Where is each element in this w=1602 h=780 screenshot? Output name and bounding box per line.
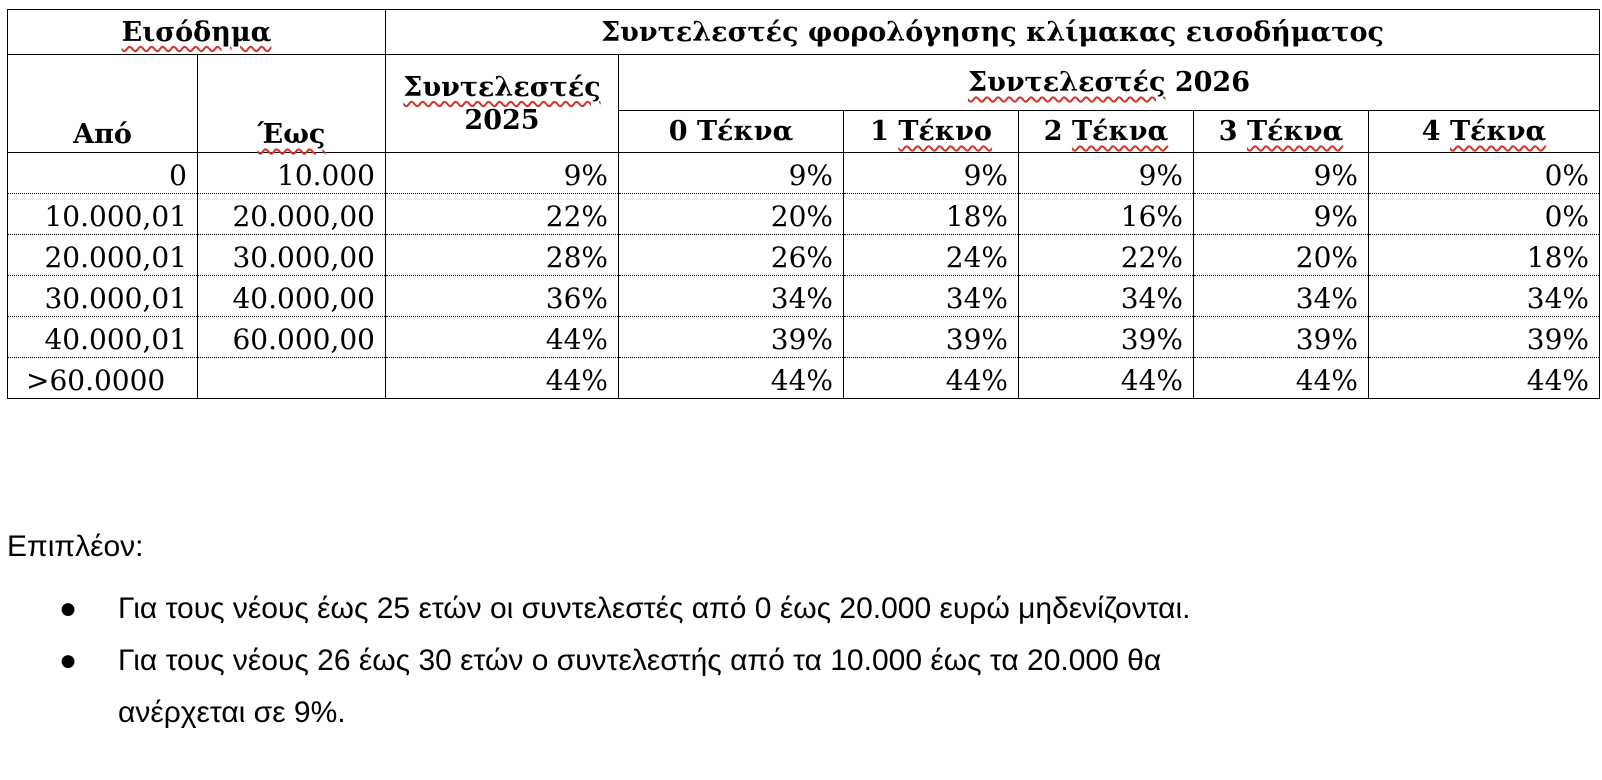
rate-2026-2-children-cell: 9% xyxy=(1019,153,1194,194)
children-4-column-header: 4 Τέκνα xyxy=(1369,111,1600,153)
rate-2026-1-child-cell: 39% xyxy=(844,317,1019,358)
notes-section xyxy=(7,515,1287,739)
rate-2025-cell: 9% xyxy=(386,153,619,194)
rate-2025-cell: 36% xyxy=(386,276,619,317)
income-group-header: Εισόδημα xyxy=(8,10,386,55)
rate-2026-3-children-cell: 44% xyxy=(1194,358,1369,399)
from-cell: 30.000,01 xyxy=(8,276,198,317)
note-text: Για τους νέους 26 έως 30 ετών ο συντελεστής από τα 10.000 έως τα 20.000 θα ανέρχεται σε 9%. xyxy=(118,644,1162,729)
from-column-header: Από xyxy=(8,55,198,153)
children-0-column-header: 0 Τέκνα xyxy=(619,111,844,153)
table-row xyxy=(8,317,1600,358)
rate-2026-3-children-cell: 9% xyxy=(1194,194,1369,235)
table-row xyxy=(8,358,1600,399)
rate-2026-2-children-cell: 22% xyxy=(1019,235,1194,276)
bullet-icon: ● xyxy=(59,644,78,677)
from-cell: 40.000,01 xyxy=(8,317,198,358)
rate-2026-0-children-cell: 34% xyxy=(619,276,844,317)
from-cell: 0 xyxy=(8,153,198,194)
rate-2026-0-children-cell: 26% xyxy=(619,235,844,276)
rate-2025-cell: 28% xyxy=(386,235,619,276)
children-2-column-header: 2 Τέκνα xyxy=(1019,111,1194,153)
rate-2026-4-children-cell: 34% xyxy=(1369,276,1600,317)
rate-2026-3-children-cell: 20% xyxy=(1194,235,1369,276)
bullet-icon: ● xyxy=(59,592,78,625)
tax-rates-group-header: Συντελεστές φορολόγησης κλίμακας εισοδήματος xyxy=(386,10,1600,55)
from-cell: 10.000,01 xyxy=(8,194,198,235)
rate-2026-4-children-cell: 0% xyxy=(1369,194,1600,235)
notes-intro: Επιπλέον: xyxy=(7,530,144,563)
table-row xyxy=(8,194,1600,235)
tax-rates-table xyxy=(7,9,1600,399)
to-cell xyxy=(198,358,386,399)
rate-2026-4-children-cell: 0% xyxy=(1369,153,1600,194)
from-cell: 20.000,01 xyxy=(8,235,198,276)
rate-2026-3-children-cell: 9% xyxy=(1194,153,1369,194)
rate-2026-2-children-cell: 16% xyxy=(1019,194,1194,235)
to-column-header: Έως xyxy=(198,55,386,153)
to-cell: 40.000,00 xyxy=(198,276,386,317)
children-1-column-header: 1 Τέκνο xyxy=(844,111,1019,153)
rate-2026-3-children-cell: 34% xyxy=(1194,276,1369,317)
rate-2026-1-child-cell: 34% xyxy=(844,276,1019,317)
rate-2026-0-children-cell: 44% xyxy=(619,358,844,399)
to-cell: 30.000,00 xyxy=(198,235,386,276)
rate-2026-2-children-cell: 39% xyxy=(1019,317,1194,358)
list-item xyxy=(7,635,1287,739)
rates-2025-column-header: Συντελεστές 2025 xyxy=(386,55,619,153)
children-3-column-header: 3 Τέκνα xyxy=(1194,111,1369,153)
notes-list xyxy=(7,583,1287,739)
to-cell: 10.000 xyxy=(198,153,386,194)
rate-2025-cell: 44% xyxy=(386,358,619,399)
rate-2026-1-child-cell: 24% xyxy=(844,235,1019,276)
rates-2026-group-header: Συντελεστές 2026 xyxy=(619,55,1600,111)
rate-2026-4-children-cell: 18% xyxy=(1369,235,1600,276)
rate-2026-4-children-cell: 44% xyxy=(1369,358,1600,399)
rate-2026-1-child-cell: 18% xyxy=(844,194,1019,235)
note-text: Για τους νέους έως 25 ετών οι συντελεστές από 0 έως 20.000 ευρώ μηδενίζονται. xyxy=(118,592,1191,625)
from-cell: >60.0000 xyxy=(8,358,198,399)
rate-2026-2-children-cell: 34% xyxy=(1019,276,1194,317)
rate-2026-4-children-cell: 39% xyxy=(1369,317,1600,358)
table-row xyxy=(8,235,1600,276)
table-row xyxy=(8,276,1600,317)
table-row xyxy=(8,153,1600,194)
rate-2025-cell: 22% xyxy=(386,194,619,235)
to-cell: 60.000,00 xyxy=(198,317,386,358)
rate-2026-0-children-cell: 39% xyxy=(619,317,844,358)
rate-2026-0-children-cell: 9% xyxy=(619,153,844,194)
rate-2026-1-child-cell: 9% xyxy=(844,153,1019,194)
to-cell: 20.000,00 xyxy=(198,194,386,235)
list-item xyxy=(7,583,1287,635)
rate-2026-1-child-cell: 44% xyxy=(844,358,1019,399)
rate-2026-0-children-cell: 20% xyxy=(619,194,844,235)
rate-2025-cell: 44% xyxy=(386,317,619,358)
rate-2026-2-children-cell: 44% xyxy=(1019,358,1194,399)
rate-2026-3-children-cell: 39% xyxy=(1194,317,1369,358)
